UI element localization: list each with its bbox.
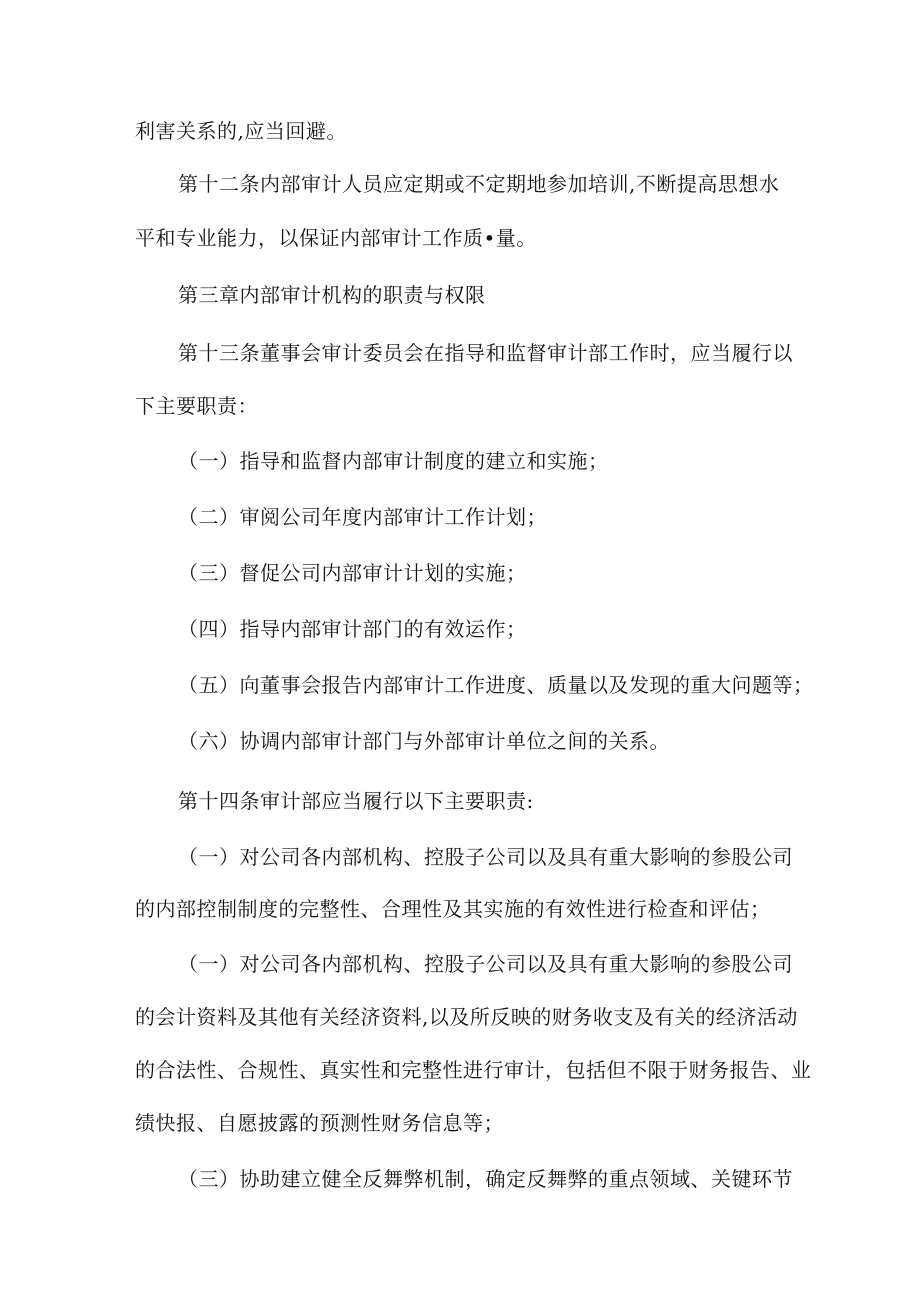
text-line xyxy=(0,386,920,426)
text-line xyxy=(0,781,920,821)
list-item-text: （三）督促公司内部审计计划的实施； xyxy=(178,561,527,585)
list-item-text: （二）审阅公司年度内部审计工作计划； xyxy=(178,505,547,529)
list-item-text: （一）对公司各内部机构、控股子公司以及具有重大影响的参股公司 xyxy=(178,952,793,976)
list-item xyxy=(0,721,920,761)
list-item xyxy=(0,441,920,481)
list-item xyxy=(0,497,920,537)
list-item-text: （四）指导内部审计部门的有效运作； xyxy=(178,617,527,641)
text-line xyxy=(0,218,920,258)
text-line-content: 利害关系的,应当回避。 xyxy=(135,119,347,143)
list-item-text: （五）向董事会报告内部审计工作进度、质量以及发现的重大问题等； xyxy=(178,673,814,697)
list-item xyxy=(0,837,920,877)
text-line-content: 平和专业能力，以保证内部审计工作质•量。 xyxy=(135,226,537,250)
text-line-content: 下主要职责： xyxy=(135,394,258,418)
list-item-text: （三）协助建立健全反舞弊机制，确定反舞弊的重点领域、关键环节 xyxy=(178,1167,793,1191)
list-item-text: （一）指导和监督内部审计制度的建立和实施； xyxy=(178,449,609,473)
list-item xyxy=(0,1159,920,1199)
text-line-content: 第十四条审计部应当履行以下主要职责: xyxy=(178,789,534,813)
text-line xyxy=(0,111,920,151)
text-line-content: 的合法性、合规性、真实性和完整性进行审计，包括但不限于财务报告、业 xyxy=(135,1058,812,1082)
list-item-text: （六）协调内部审计部门与外部审计单位之间的关系。 xyxy=(178,729,670,753)
text-line-content: 的会计资料及其他有关经济资料,以及所反映的财务收支及有关的经济活动 xyxy=(135,1005,798,1029)
text-line-content: 的内部控制制度的完整性、合理性及其实施的有效性进行检查和评估； xyxy=(135,897,771,921)
text-line xyxy=(0,1103,920,1143)
text-line xyxy=(0,333,920,373)
text-line-content: 绩快报、自愿披露的预测性财务信息等； xyxy=(135,1111,504,1135)
text-line xyxy=(0,889,920,929)
text-line xyxy=(0,1050,920,1090)
text-line-content: 第十二条内部审计人员应定期或不定期地参加培训,不断提高思想水 xyxy=(178,172,780,196)
text-line xyxy=(0,164,920,204)
list-item-text: （一）对公司各内部机构、控股子公司以及具有重大影响的参股公司 xyxy=(178,845,793,869)
text-line xyxy=(0,997,920,1037)
section-heading-text: 第三章内部审计机构的职责与权限 xyxy=(178,283,486,307)
list-item xyxy=(0,553,920,593)
list-item xyxy=(0,609,920,649)
list-item xyxy=(0,665,920,705)
section-heading xyxy=(0,275,920,315)
text-line-content: 第十三条董事会审计委员会在指导和监督审计部工作时，应当履行以 xyxy=(178,341,793,365)
list-item xyxy=(0,944,920,984)
